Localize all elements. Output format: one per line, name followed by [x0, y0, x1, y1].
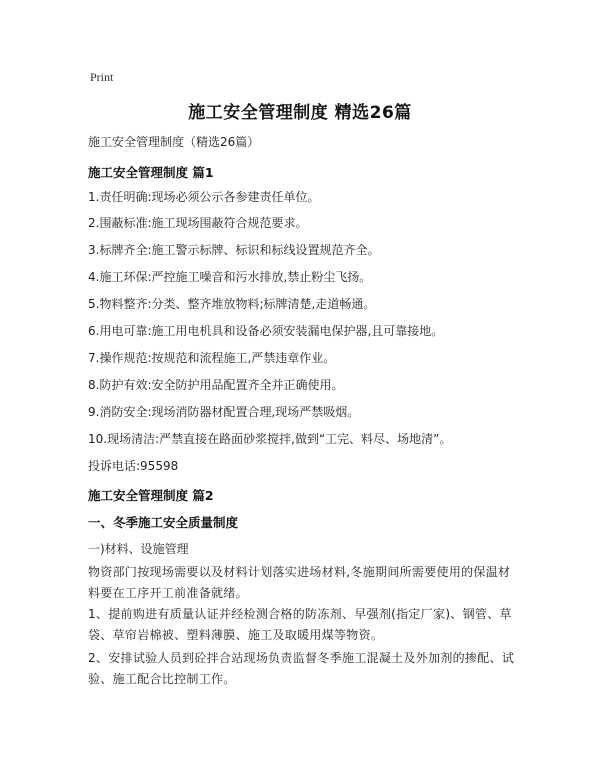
rule-item-4: 4.施工环保:严控施工噪音和污水排放,禁止粉尘飞扬。: [88, 270, 372, 284]
section-heading-1: 施工安全管理制度 篇1: [88, 165, 214, 180]
print-label: Print: [90, 70, 114, 84]
rule-item-8: 8.防护有效:安全防护用品配置齐全并正确使用。: [88, 378, 344, 392]
rule-item-5: 5.物料整齐:分类、整齐堆放物料;标牌清楚,走道畅通。: [88, 297, 376, 311]
rule-item-1: 1.责任明确:现场必须公示各参建责任单位。: [88, 190, 320, 204]
section-subheading: 一、冬季施工安全质量制度: [88, 515, 239, 530]
rule-item-2: 2.围蔽标准:施工现场围蔽符合规范要求。: [88, 216, 308, 230]
rule-item-9: 9.消防安全:现场消防器材配置合理,现场严禁吸烟。: [88, 405, 360, 419]
complaint-phone: 投诉电话:95598: [88, 459, 179, 473]
sub-item-title: 一)材料、设施管理: [88, 542, 189, 556]
rule-item-6: 6.用电可靠:施工用电机具和设备必须安装漏电保护器,且可靠接地。: [88, 324, 444, 338]
paragraph-1: 物资部门按现场需要以及材料计划落实进场材料,冬施期间所需要使用的保温材料要在工序开工前准备就绪。: [88, 565, 511, 600]
document-subtitle: 施工安全管理制度（精选26篇）: [88, 135, 260, 149]
section-heading-2: 施工安全管理制度 篇2: [88, 488, 214, 503]
paragraph-2: 1、提前购进有质量认证并经检测合格的防冻剂、早强剂(指定厂家)、钢管、草袋、草帘岩棉被、塑料薄膜、施工及取暖用煤等物资。: [88, 607, 512, 642]
rule-item-10: 10.现场清洁:严禁直接在路面砂浆搅拌,做到“工完、料尽、场地清”。: [88, 432, 452, 446]
document-title: 施工安全管理制度 精选26篇: [188, 103, 412, 123]
rule-item-3: 3.标牌齐全:施工警示标牌、标识和标线设置规范齐全。: [88, 243, 380, 257]
rule-item-7: 7.操作规范:按规范和流程施工,严禁违章作业。: [88, 351, 336, 365]
paragraph-3: 2、安排试验人员到砼拌合站现场负责监督冬季施工混凝土及外加剂的掺配、试验、施工配合比控制工作。: [88, 651, 515, 686]
